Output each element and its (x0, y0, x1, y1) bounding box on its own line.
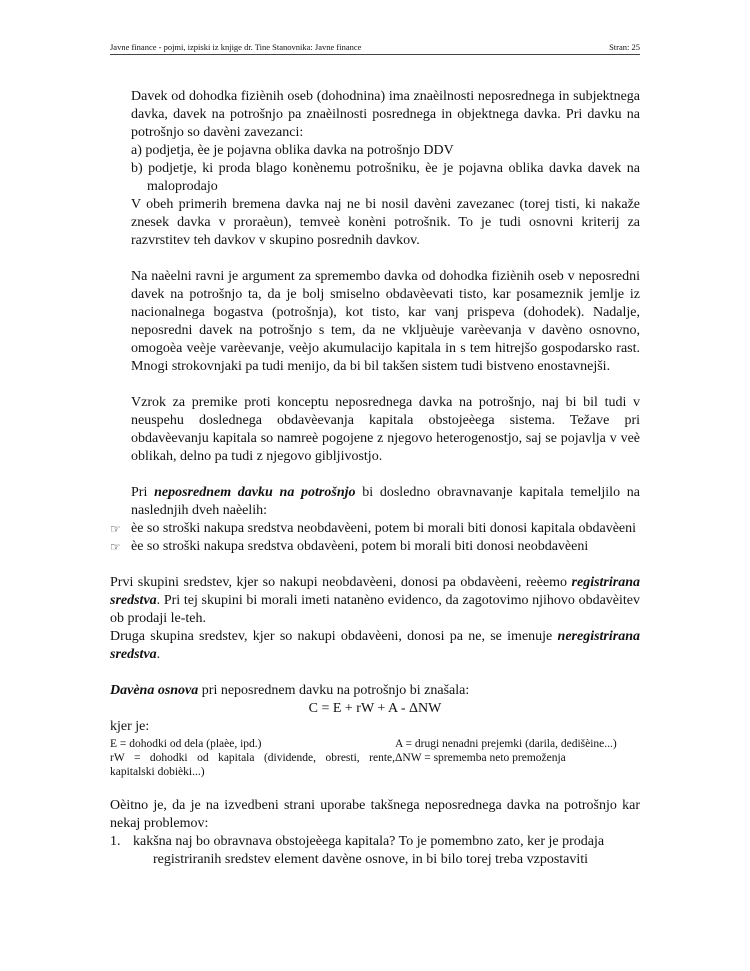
item-number: 1. (110, 834, 121, 849)
pointing-hand-icon: ☞ (110, 540, 121, 554)
formula: C = E + rW + A - ΔNW (308, 701, 442, 716)
header-title: Javne finance - pojmi, izpiski iz knjige dr. Tine Stanovnika: Javne finance (110, 42, 362, 52)
paragraph: Druga skupina sredstev, kjer so nakupi obdavèeni, donosi pa ne, se imenuje neregistrirana sredstva. (110, 629, 640, 662)
list-item-a: a) podjetja, èe je pojavna oblika davka na potrošnjo DDV (131, 143, 454, 158)
page-number: Stran: 25 (609, 42, 640, 52)
definition-rw: rW = dohodki od kapitala (dividende, obresti, rente, kapitalski dobièki...) (110, 752, 395, 778)
bullet-text: èe so stroški nakupa sredstva obdavèeni, potem bi morali biti donosi neobdavèeni (131, 539, 589, 554)
paragraph: Davek od dohodka fiziènih oseb (dohodnina) ima znaèilnosti neposrednega in subjektnega davka, davek na potrošnjo pa znaèilnosti posrednega in objektnega davka. Pri davku na potrošnjo so davèni zavezanci: (131, 89, 640, 140)
list-item-b: b) podjetje, ki proda blago konènemu potrošniku, èe je pojavna oblika davka davek na maloprodajo (131, 161, 640, 194)
pointing-hand-icon: ☞ (110, 522, 121, 536)
document-body (110, 88, 640, 869)
definition-dnw: ΔNW = sprememba neto premoženja (395, 752, 566, 764)
emphasis: neregistrirana sredstva (110, 629, 640, 662)
page-header (110, 42, 640, 55)
numbered-item: 1. kakšna naj bo obravnava obstojeèega kapitala? To je pomembno zato, ker je prodaja registriranih sredstev element davène osnove, in bi bilo torej treba vzpostaviti (110, 834, 605, 867)
paragraph: Oèitno je, da je na izvedbeni strani uporabe takšnega neposrednega davka na potrošnjo kar nekaj problemov: (110, 798, 640, 831)
bullet-item (110, 520, 640, 538)
paragraph: Vzrok za premike proti konceptu neposrednega davka na potrošnjo, naj bi bil tudi v neuspehu doslednega obdavèevanja kapitala obstojeèega sistema. Težave pri obdavèevanju kapitala so namreè pogojene z njegovo heterogenostjo, saj se pojavlja v veè oblikah, delno pa tudi z njegovo gibljivostjo. (131, 395, 640, 464)
paragraph: Prvi skupini sredstev, kjer so nakupi neobdavèeni, donosi pa obdavèeni, reèemo registrirana sredstva. Pri tej skupini bi morali imeti natanèno evidenco, da zagotovimo njihovo obdavèitev ob prodaji le-teh. (110, 575, 640, 626)
paragraph: Pri neposrednem davku na potrošnjo bi dosledno obravnavanje kapitala temeljilo na naslednjih dveh naèelih: (131, 485, 641, 518)
paragraph: Davèna osnova pri neposrednem davku na potrošnjo bi znašala: (110, 683, 470, 698)
emphasis: neposrednem davku na potrošnjo (154, 485, 356, 500)
bullet-item (110, 538, 640, 556)
formula-definitions (110, 737, 640, 779)
bullet-text: èe so stroški nakupa sredstva neobdavèeni, potem bi morali biti donosi kapitala obdavèeni (131, 521, 637, 536)
formula-where: kjer je: (110, 719, 150, 734)
paragraph: Na naèelni ravni je argument za spremembo davka od dohodka fiziènih oseb v neposredni davek na potrošnjo ta, da je bolj smiselno obdavèevati tisto, kar posameznik jemlje iz nacionalnega bogastva (potrošnja), kot tisto, kar vanj prispeva (dohodek). Nadalje, neposredni davek na potrošnjo s tem, da ne vkljuèuje varèevanja v davèno osnovno, omogoèa veèje varèevanje, veèjo akumulacijo kapitala in s tem hitrejšo gospodarsko rast. Mnogi strokovnjaki pa tudi menijo, da bi bil takšen sistem tudi bistveno enostavnejši. (131, 269, 640, 374)
definition-a: A = drugi nenadni prejemki (darila, dedišèine...) (395, 738, 617, 750)
emphasis: Davèna osnova (110, 683, 199, 698)
emphasis: registrirana sredstva (110, 575, 640, 608)
definition-e: E = dohodki od dela (plaèe, ipd.) (110, 738, 262, 750)
paragraph: V obeh primerih bremena davka naj ne bi nosil davèni zavezanec (torej tisti, ki nakaže znesek davka v proraèun), temveè konèni potrošnik. To je tudi osnovni kriterij za razvrstitev teh davkov v skupino posrednih davkov. (131, 197, 640, 248)
section-intro (110, 88, 640, 250)
